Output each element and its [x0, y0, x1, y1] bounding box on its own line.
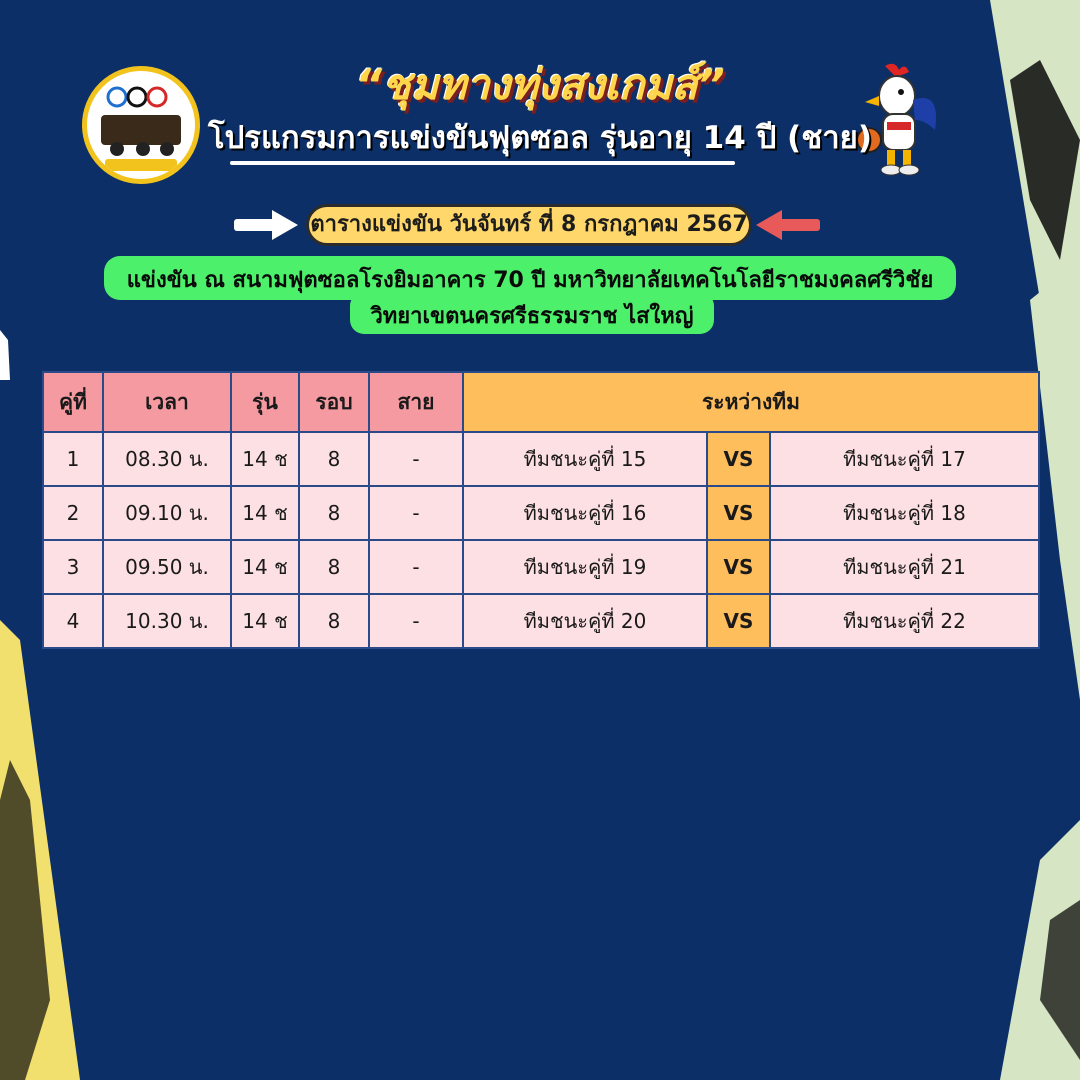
- cell-team-a: ทีมชนะคู่ที่ 16: [463, 486, 707, 540]
- cell-match-no: 1: [43, 432, 103, 486]
- cell-group: -: [369, 486, 463, 540]
- schedule-table: [42, 371, 1040, 649]
- cell-team-b: ทีมชนะคู่ที่ 22: [770, 594, 1039, 648]
- cell-match-no: 4: [43, 594, 103, 648]
- table-row: [43, 540, 1039, 594]
- cell-time: 09.50 น.: [103, 540, 231, 594]
- cell-round: 8: [299, 540, 369, 594]
- cell-round: 8: [299, 486, 369, 540]
- cell-match-no: 3: [43, 540, 103, 594]
- cell-match-no: 2: [43, 486, 103, 540]
- header-class: รุ่น: [231, 372, 299, 432]
- cell-group: -: [369, 432, 463, 486]
- header-between-teams: ระหว่างทีม: [463, 372, 1039, 432]
- cell-time: 09.10 น.: [103, 486, 231, 540]
- cell-group: -: [369, 594, 463, 648]
- cell-vs: VS: [707, 486, 770, 540]
- header-round: รอบ: [299, 372, 369, 432]
- cell-vs: VS: [707, 432, 770, 486]
- table-row: [43, 486, 1039, 540]
- cell-class: 14 ช: [231, 486, 299, 540]
- cell-round: 8: [299, 432, 369, 486]
- cell-team-b: ทีมชนะคู่ที่ 18: [770, 486, 1039, 540]
- arrow-right-icon: [232, 208, 302, 242]
- event-title: “ชุมทางทุ่งสงเกมส์”: [355, 60, 725, 109]
- cell-team-a: ทีมชนะคู่ที่ 20: [463, 594, 707, 648]
- table-row: [43, 594, 1039, 648]
- cell-time: 10.30 น.: [103, 594, 231, 648]
- cell-team-b: ทีมชนะคู่ที่ 17: [770, 432, 1039, 486]
- header-group: สาย: [369, 372, 463, 432]
- cell-time: 08.30 น.: [103, 432, 231, 486]
- cell-vs: VS: [707, 594, 770, 648]
- cell-group: -: [369, 540, 463, 594]
- cell-round: 8: [299, 594, 369, 648]
- program-subtitle: โปรแกรมการแข่งขันฟุตซอล รุ่นอายุ 14 ปี (ชาย): [207, 120, 873, 156]
- cell-team-a: ทีมชนะคู่ที่ 19: [463, 540, 707, 594]
- header-time: เวลา: [103, 372, 231, 432]
- cell-class: 14 ช: [231, 432, 299, 486]
- cell-class: 14 ช: [231, 540, 299, 594]
- header-match-no: คู่ที่: [43, 372, 103, 432]
- table-row: [43, 432, 1039, 486]
- table-header-row: [43, 372, 1039, 432]
- cell-vs: VS: [707, 540, 770, 594]
- arrow-left-icon: [752, 208, 822, 242]
- cell-class: 14 ช: [231, 594, 299, 648]
- venue-line-1: แข่งขัน ณ สนามฟุตซอลโรงยิมอาคาร 70 ปี มหาวิทยาลัยเทคโนโลยีราชมงคลศรีวิชัย: [126, 268, 934, 293]
- subtitle-underline: [230, 161, 735, 165]
- date-banner: ตารางแข่งขัน วันจันทร์ ที่ 8 กรกฎาคม 2567: [306, 204, 752, 246]
- cell-team-a: ทีมชนะคู่ที่ 15: [463, 432, 707, 486]
- venue-line-2: วิทยาเขตนครศรีธรรมราช ไสใหญ่: [370, 304, 694, 329]
- cell-team-b: ทีมชนะคู่ที่ 21: [770, 540, 1039, 594]
